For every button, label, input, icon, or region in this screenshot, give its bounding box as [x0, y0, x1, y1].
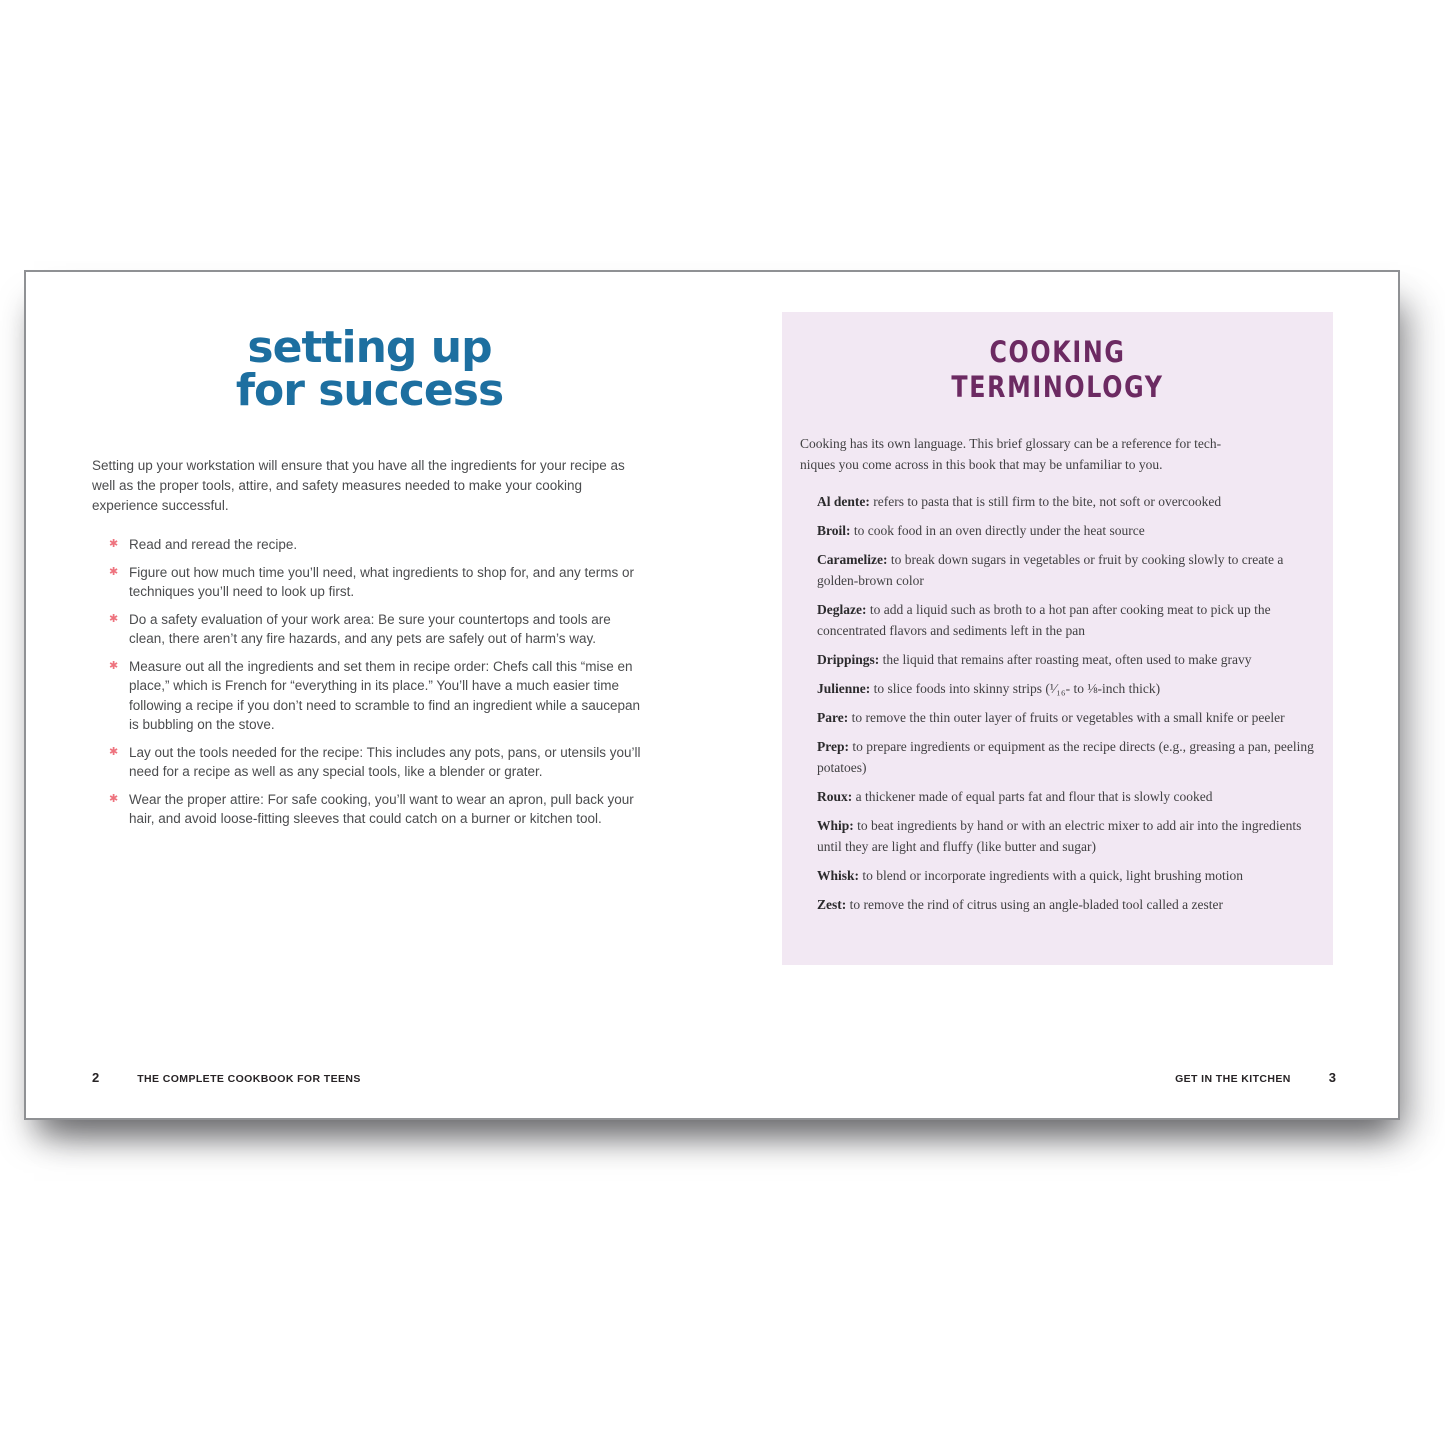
list-item-text: Wear the proper attire: For safe cooking, you’ll want to wear an apron, pull back your hair, and avoid loose-fitting sleeves that could catch on a burner or kitchen tool. [129, 791, 634, 826]
glossary-term: Broil: [817, 523, 851, 538]
panel-intro-line1: Cooking has its own language. This brief glossary can be a reference for tech- [800, 436, 1222, 451]
glossary-term: Roux: [817, 789, 853, 804]
glossary-definition: the liquid that remains after roasting meat, often used to make gravy [882, 652, 1252, 667]
glossary-definition: to cook food in an oven directly under the heat source [853, 523, 1145, 538]
glossary-term: Zest: [817, 897, 847, 912]
glossary-entry [817, 736, 1325, 778]
glossary-definition: to blend or incorporate ingredients with a quick, light brushing motion [862, 868, 1243, 883]
star-bullet-icon: ✱ [109, 565, 119, 578]
setup-checklist [92, 535, 647, 829]
page-number-left: 2 [92, 1070, 100, 1085]
glossary-definition: to remove the rind of citrus using an angle-bladed tool called a zester [849, 897, 1223, 912]
glossary-term: Deglaze: [817, 602, 867, 617]
glossary-definition: to add a liquid such as broth to a hot pan after cooking meat to pick up the concentrated flavors and sediments left in the pan [817, 602, 1271, 638]
glossary-entry [817, 599, 1325, 641]
book-spread [24, 270, 1400, 1120]
page-title [92, 322, 647, 416]
glossary-entry [817, 865, 1325, 886]
glossary-term: Prep: [817, 739, 849, 754]
list-item-text: Lay out the tools needed for the recipe: This includes any pots, pans, or utensils you’ll need for a recipe as well as any special tools, like a blender or grater. [129, 744, 641, 779]
panel-intro [800, 433, 1319, 475]
glossary-entry [817, 894, 1325, 915]
glossary-definition: refers to pasta that is still firm to the bite, not soft or overcooked [873, 494, 1222, 509]
left-page [92, 272, 647, 837]
glossary-definition: to remove the thin outer layer of fruits or vegetables with a small knife or peeler [851, 710, 1285, 725]
glossary-definition: to break down sugars in vegetables or fruit by cooking slowly to create a golden-brown color [817, 552, 1284, 588]
star-bullet-icon: ✱ [109, 792, 119, 805]
running-title-right: GET IN THE KITCHEN [1175, 1073, 1291, 1085]
list-item-text: Measure out all the ingredients and set them in recipe order: Chefs call this “mise en place,” which is French for “everything in its place.” You’ll have a much easier time following a recipe if you don’t need to scramble to find an ingredient while a saucepan is bubbling on the stove. [129, 658, 641, 732]
page-title-line1: setting up [247, 322, 492, 373]
glossary-entry [817, 815, 1325, 857]
running-title-left: THE COMPLETE COOKBOOK FOR TEENS [137, 1073, 361, 1085]
panel-title-line2: TERMINOLOGY [951, 370, 1164, 404]
list-item [92, 535, 647, 555]
glossary-term: Whip: [817, 818, 854, 833]
glossary-term: Caramelize: [817, 552, 888, 567]
list-item [92, 610, 647, 649]
glossary-entry [817, 678, 1325, 699]
glossary-term: Al dente: [817, 494, 870, 509]
glossary-definition: to beat ingredients by hand or with an electric mixer to add air into the ingredients until they are light and fluffy (like butter and sugar) [817, 818, 1302, 854]
glossary-list [817, 491, 1325, 915]
list-item-text: Read and reread the recipe. [129, 537, 298, 552]
list-item [92, 790, 647, 829]
panel-intro-line2: niques you come across in this book that may be unfamiliar to you. [800, 457, 1163, 472]
star-bullet-icon: ✱ [109, 745, 119, 758]
right-page-footer [1175, 1070, 1336, 1085]
panel-title [782, 335, 1333, 405]
page-title-line2: for success [235, 365, 504, 416]
glossary-term: Pare: [817, 710, 849, 725]
glossary-definition: to prepare ingredients or equipment as the recipe directs (e.g., greasing a pan, peeling potatoes) [817, 739, 1314, 775]
glossary-entry [817, 520, 1325, 541]
glossary-definition: a thickener made of equal parts fat and flour that is slowly cooked [855, 789, 1213, 804]
glossary-entry [817, 491, 1325, 512]
intro-paragraph: Setting up your workstation will ensure that you have all the ingredients for your recipe as well as the proper tools, attire, and safety measures needed to make your cooking experience successful. [92, 458, 625, 513]
star-bullet-icon: ✱ [109, 612, 119, 625]
glossary-entry [817, 649, 1325, 670]
list-item-text: Do a safety evaluation of your work area: Be sure your countertops and tools are clean, there aren’t any fire hazards, and any pets are safely out of harm’s way. [129, 611, 611, 646]
list-item [92, 743, 647, 782]
glossary-entry [817, 707, 1325, 728]
panel-title-line1: COOKING [989, 335, 1126, 369]
list-item [92, 563, 647, 602]
star-bullet-icon: ✱ [109, 659, 119, 672]
terminology-panel [782, 312, 1333, 965]
glossary-definition: to slice foods into skinny strips (¹⁄₁₆- to ⅛-inch thick) [873, 681, 1161, 696]
glossary-term: Drippings: [817, 652, 880, 667]
star-bullet-icon: ✱ [109, 538, 119, 550]
glossary-entry [817, 786, 1325, 807]
glossary-term: Julienne: [817, 681, 871, 696]
list-item [92, 657, 647, 735]
glossary-term: Whisk: [817, 868, 860, 883]
left-page-footer [92, 1070, 361, 1085]
page-number-right: 3 [1328, 1070, 1336, 1085]
list-item-text: Figure out how much time you’ll need, what ingredients to shop for, and any terms or techniques you’ll need to look up first. [129, 564, 635, 599]
glossary-entry [817, 549, 1325, 591]
